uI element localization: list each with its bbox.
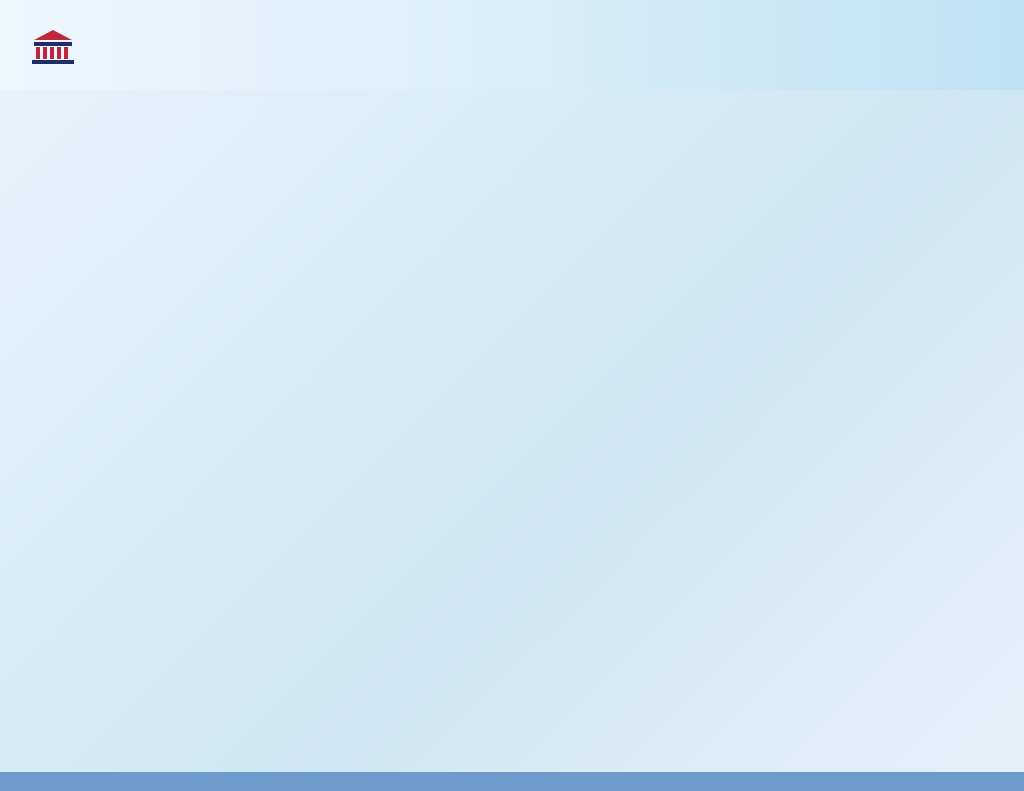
financial-aid-panel bbox=[860, 135, 1020, 153]
program-table bbox=[0, 132, 852, 772]
header-methods bbox=[770, 96, 846, 98]
header-aid bbox=[868, 96, 1018, 98]
university-emblem-icon bbox=[30, 26, 76, 66]
university-logo[interactable] bbox=[30, 22, 190, 70]
header-designed bbox=[403, 96, 573, 98]
footer-band bbox=[0, 772, 1024, 791]
header-time bbox=[238, 96, 383, 98]
